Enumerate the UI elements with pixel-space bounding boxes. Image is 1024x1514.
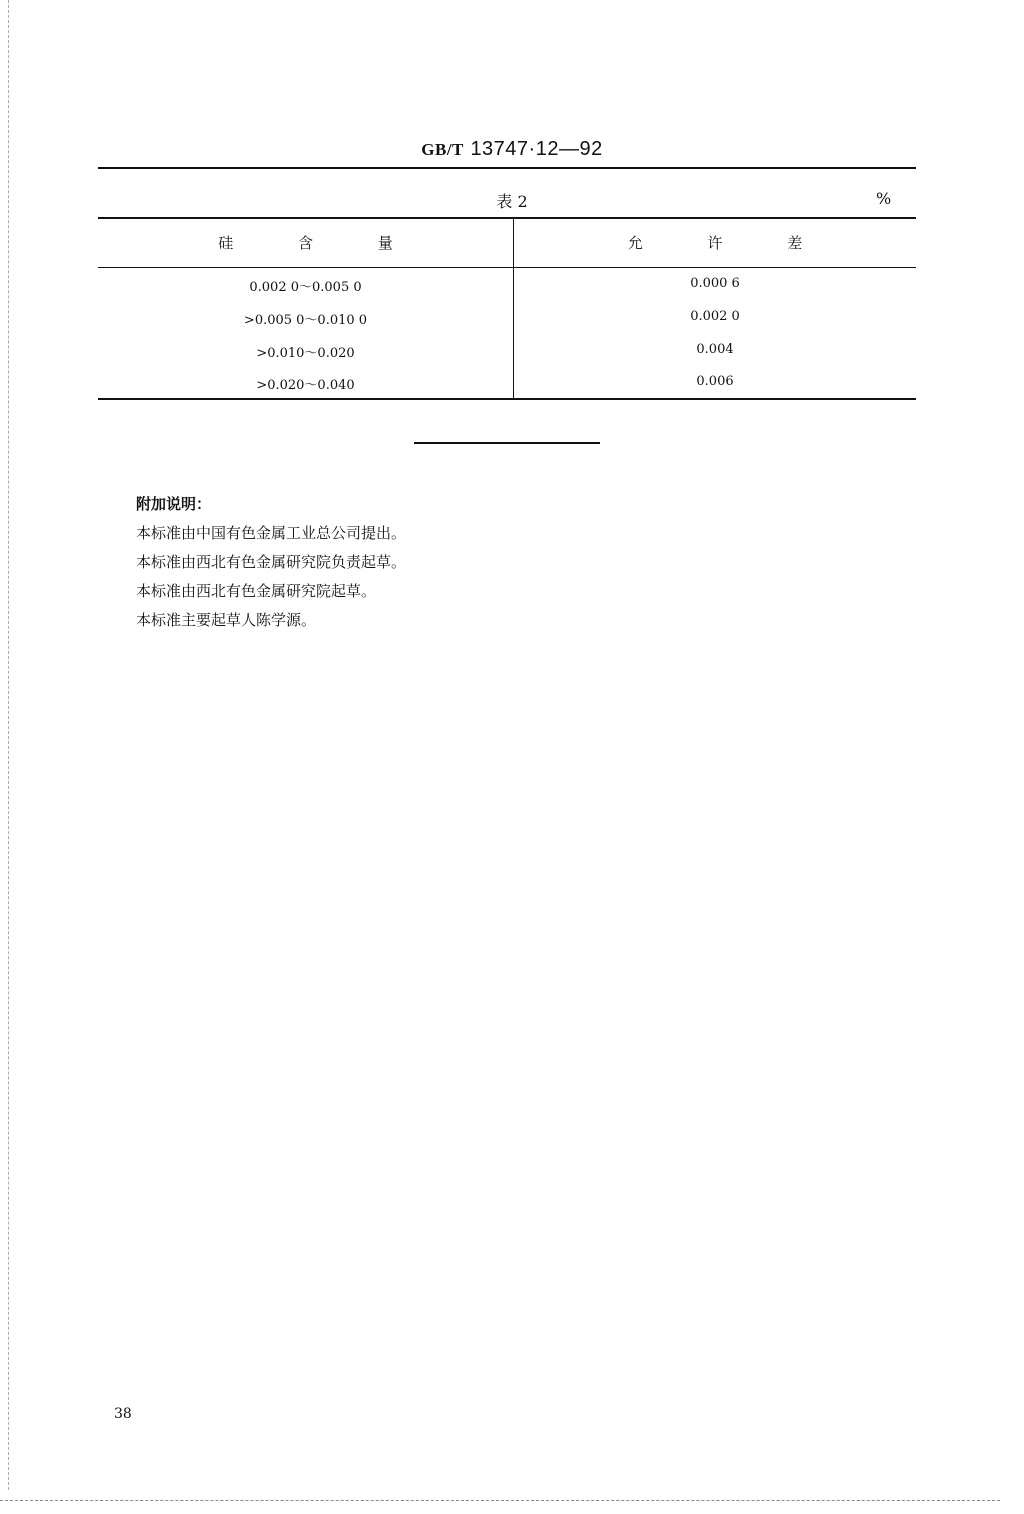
table-cell-range: 0.002 0～0.005 0	[249, 280, 362, 295]
table-cell-tolerance: 0.006	[696, 374, 734, 389]
table-cell-range: >0.005 0～0.010 0	[243, 313, 368, 328]
notes-line: 本标准主要起草人陈学源。	[136, 611, 317, 629]
standard-prefix: GB/T	[421, 140, 464, 159]
notes-title: 附加说明：	[136, 495, 212, 513]
header-rule	[98, 167, 916, 169]
additional-notes	[136, 490, 406, 635]
table-caption: 表 2	[496, 192, 528, 211]
column-header-silicon-content: 硅 含 量	[218, 234, 423, 252]
notes-line: 本标准由西北有色金属研究院负责起草。	[136, 553, 407, 571]
scan-edge-bottom	[0, 1500, 1000, 1501]
table-header-rule	[98, 267, 916, 268]
table-cell-range: >0.010～0.020	[256, 346, 355, 361]
standard-number: 13747·12—92	[470, 138, 603, 160]
table-cell-tolerance: 0.000 6	[690, 276, 740, 291]
standard-header	[0, 138, 1024, 161]
section-end-rule	[414, 442, 600, 444]
table-bottom-rule	[98, 398, 916, 400]
table-top-rule	[98, 217, 916, 219]
notes-line: 本标准由西北有色金属研究院起草。	[136, 582, 377, 600]
notes-line: 本标准由中国有色金属工业总公司提出。	[136, 524, 407, 542]
table-cell-tolerance: 0.004	[696, 342, 734, 357]
table-unit: %	[876, 189, 892, 208]
table-cell-tolerance: 0.002 0	[690, 309, 740, 324]
table-cell-range: >0.020～0.040	[256, 378, 355, 393]
page-number: 38	[114, 1406, 132, 1422]
scan-edge-left	[8, 0, 9, 1490]
column-header-tolerance: 允 许 差	[627, 234, 833, 252]
